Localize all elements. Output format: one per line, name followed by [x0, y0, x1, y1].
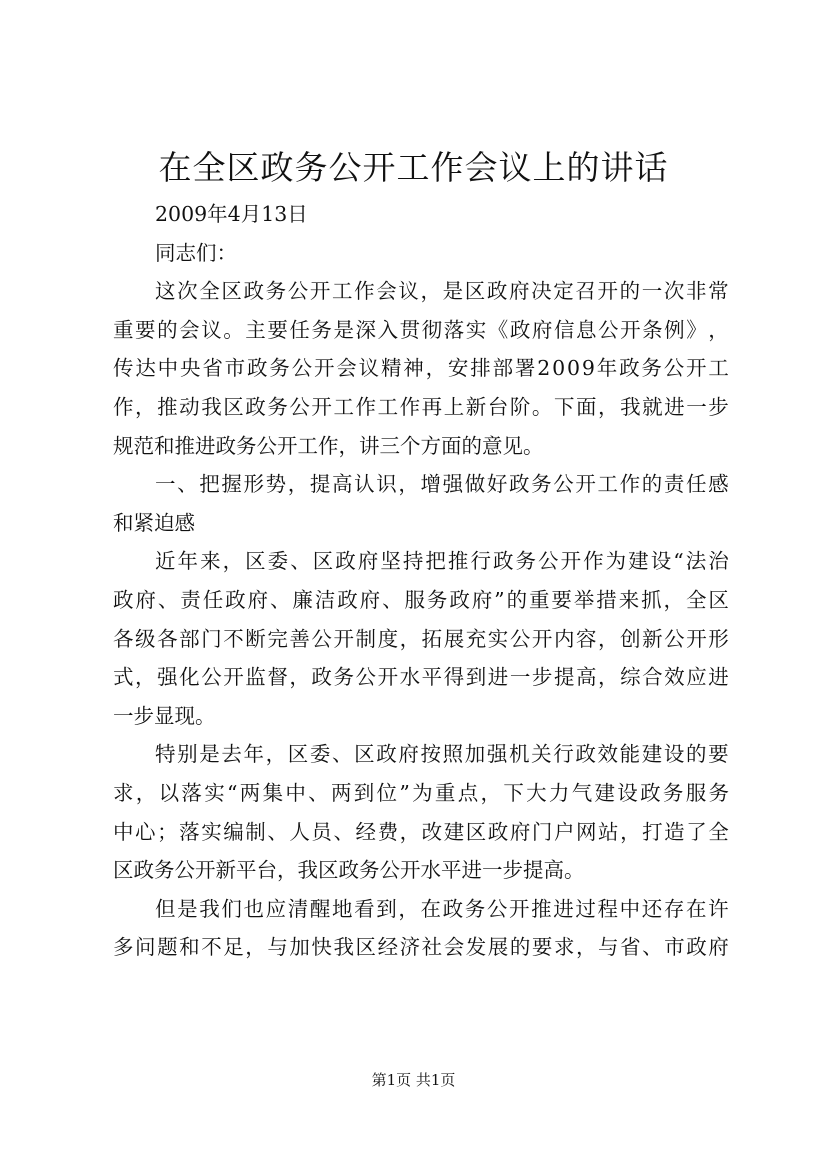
text-line: 多 问 题 和 不 足 ， 与 加 快 我 区 经 济 社 会 发 展 的 要 求 ， 与 省 、 市 政 府 [113, 935, 729, 960]
text-line: 重 要 的 会 议 。 主 要 任 务 是 深 入 贯 彻 落 实 《 政 府 信 息 公 开 条 例 》 ， [113, 317, 729, 342]
text-line: 政 府 、 责 任 政 府 、 廉 洁 政 府 、 服 务 政 府 ” 的 重 要 举 措 来 抓 ， 全 区 [113, 587, 729, 612]
text-line: 规范和推进政务公开工作，讲三个方面的意见。 [113, 433, 544, 458]
text-line: 这 次 全 区 政 务 公 开 工 作 会 议 ， 是 区 政 府 决 定 召 开 的 一 次 非 常 [155, 279, 729, 304]
document-body [113, 195, 729, 967]
text-line: 求 ， 以 落 实 “ 两 集 中 、 两 到 位 ” 为 重 点 ， 下 大 力 气 建 设 政 务 服 务 [113, 780, 729, 805]
text-line: 各 级 各 部 门 不 断 完 善 公 开 制 度 ， 拓 展 充 实 公 开 内 容 ， 创 新 公 开 形 [113, 626, 729, 651]
text-line: 特 别 是 去 年 ， 区 委 、 区 政 府 按 照 加 强 机 关 行 政 效 能 建 设 的 要 [155, 742, 729, 767]
text-line: 一 、 把 握 形 势 ， 提 高 认 识 ， 增 强 做 好 政 务 公 开 工 作 的 责 任 感 [155, 472, 729, 497]
page-footer: 第1页 共1页 [371, 1071, 456, 1089]
text-line: 区政务公开新平台，我区政务公开水平进一步提高。 [113, 858, 585, 883]
text-line: 和紧迫感 [113, 510, 195, 535]
text-line: 一步显现。 [113, 703, 216, 728]
text-line: 但 是 我 们 也 应 清 醒 地 看 到 ， 在 政 务 公 开 推 进 过 程 中 还 存 在 许 [155, 896, 729, 921]
text-line: 传 达 中 央 省 市 政 务 公 开 会 议 精 神 ， 安 排 部 署 2 0 0 9 年 政 务 公 开 工 [113, 356, 729, 381]
text-line: 式 ， 强 化 公 开 监 督 ， 政 务 公 开 水 平 得 到 进 一 步 提 高 ， 综 合 效 应 进 [113, 665, 729, 690]
document-title: 在全区政务公开工作会议上的讲话 [158, 148, 669, 187]
text-line: 2009年4月13日 [155, 202, 308, 226]
text-line: 同志们： [155, 240, 237, 265]
text-line: 中 心 ； 落 实 编 制 、 人 员 、 经 费 ， 改 建 区 政 府 门 户 网 站 ， 打 造 了 全 [113, 819, 729, 844]
text-line: 作 ， 推 动 我 区 政 务 公 开 工 作 工 作 再 上 新 台 阶 。 下 面 ， 我 就 进 一 步 [113, 394, 729, 419]
text-line: 近 年 来 ， 区 委 、 区 政 府 坚 持 把 推 行 政 务 公 开 作 为 建 设 “ 法 治 [155, 549, 729, 574]
